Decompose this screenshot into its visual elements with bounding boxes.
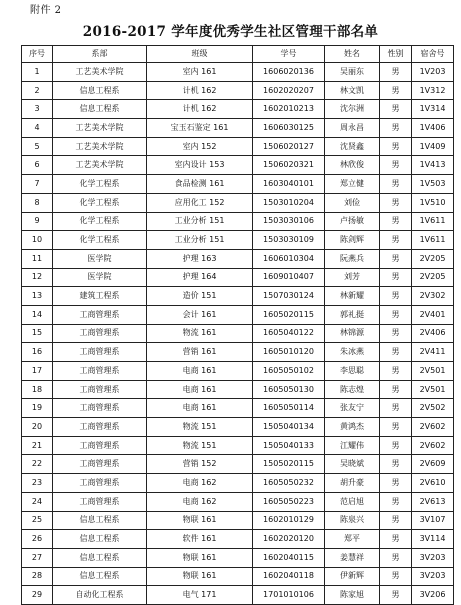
header-dorm: 宿舍号 bbox=[412, 46, 454, 63]
cell-gender: 男 bbox=[380, 380, 412, 399]
cell-index: 23 bbox=[22, 474, 53, 493]
cell-department: 工艺美术学院 bbox=[53, 119, 147, 138]
table-row bbox=[22, 63, 454, 82]
cell-dorm: 2V302 bbox=[412, 287, 454, 306]
cell-student-id: 1505040133 bbox=[253, 436, 325, 455]
cell-dorm: 2V401 bbox=[412, 305, 454, 324]
cell-name: 林文凯 bbox=[325, 81, 380, 100]
cell-name: 朱冰燕 bbox=[325, 343, 380, 362]
cell-class: 电商 161 bbox=[147, 362, 253, 381]
cell-gender: 男 bbox=[380, 362, 412, 381]
table-row bbox=[22, 380, 454, 399]
cell-dorm: 2V502 bbox=[412, 399, 454, 418]
cell-index: 15 bbox=[22, 324, 53, 343]
cell-student-id: 1605050223 bbox=[253, 492, 325, 511]
cell-gender: 男 bbox=[380, 455, 412, 474]
cell-gender: 男 bbox=[380, 287, 412, 306]
cell-class: 应用化工 152 bbox=[147, 193, 253, 212]
document-title: 2016-2017 学年度优秀学生社区管理干部名单 bbox=[82, 24, 379, 40]
cell-dorm: 3V107 bbox=[412, 511, 454, 530]
cell-department: 工商管理系 bbox=[53, 380, 147, 399]
cell-student-id: 1602020207 bbox=[253, 81, 325, 100]
cell-dorm: 1V611 bbox=[412, 212, 454, 231]
cell-dorm: 1V503 bbox=[412, 175, 454, 194]
cell-gender: 男 bbox=[380, 63, 412, 82]
cell-student-id: 1503030106 bbox=[253, 212, 325, 231]
cell-index: 4 bbox=[22, 119, 53, 138]
cell-student-id: 1605040122 bbox=[253, 324, 325, 343]
table-row bbox=[22, 567, 454, 586]
header-department: 系部 bbox=[53, 46, 147, 63]
table-row bbox=[22, 193, 454, 212]
cell-student-id: 1605020115 bbox=[253, 305, 325, 324]
cell-department: 工艺美术学院 bbox=[53, 156, 147, 175]
cell-gender: 男 bbox=[380, 193, 412, 212]
cell-student-id: 1503010204 bbox=[253, 193, 325, 212]
cell-dorm: 1V409 bbox=[412, 137, 454, 156]
cell-department: 工商管理系 bbox=[53, 305, 147, 324]
table-row bbox=[22, 137, 454, 156]
cell-name: 陈泉兴 bbox=[325, 511, 380, 530]
table-row bbox=[22, 492, 454, 511]
cell-class: 物联 161 bbox=[147, 511, 253, 530]
cell-index: 20 bbox=[22, 418, 53, 437]
cell-dorm: 1V413 bbox=[412, 156, 454, 175]
cell-class: 电商 162 bbox=[147, 474, 253, 493]
cell-name: 范启旭 bbox=[325, 492, 380, 511]
cell-student-id: 1505020115 bbox=[253, 455, 325, 474]
cell-class: 会计 161 bbox=[147, 305, 253, 324]
cell-index: 9 bbox=[22, 212, 53, 231]
cell-department: 信息工程系 bbox=[53, 100, 147, 119]
cell-index: 28 bbox=[22, 567, 53, 586]
cell-student-id: 1506020127 bbox=[253, 137, 325, 156]
cell-student-id: 1606010304 bbox=[253, 249, 325, 268]
cell-student-id: 1606020136 bbox=[253, 63, 325, 82]
cell-class: 物流 161 bbox=[147, 324, 253, 343]
cell-class: 护理 163 bbox=[147, 249, 253, 268]
cell-class: 造价 151 bbox=[147, 287, 253, 306]
cell-gender: 男 bbox=[380, 268, 412, 287]
table-row bbox=[22, 305, 454, 324]
cell-name: 郑立健 bbox=[325, 175, 380, 194]
cell-index: 13 bbox=[22, 287, 53, 306]
table-header-row bbox=[22, 46, 454, 63]
cell-class: 计机 162 bbox=[147, 81, 253, 100]
cell-student-id: 1505040134 bbox=[253, 418, 325, 437]
cell-class: 电气 171 bbox=[147, 586, 253, 605]
cell-department: 信息工程系 bbox=[53, 530, 147, 549]
cell-gender: 男 bbox=[380, 81, 412, 100]
table-row bbox=[22, 324, 454, 343]
cell-class: 营销 152 bbox=[147, 455, 253, 474]
cell-student-id: 1605010120 bbox=[253, 343, 325, 362]
cell-index: 10 bbox=[22, 231, 53, 250]
cell-name: 郭礼挺 bbox=[325, 305, 380, 324]
cell-department: 工商管理系 bbox=[53, 436, 147, 455]
cell-dorm: 3V114 bbox=[412, 530, 454, 549]
cell-index: 25 bbox=[22, 511, 53, 530]
cell-class: 护理 164 bbox=[147, 268, 253, 287]
cell-department: 建筑工程系 bbox=[53, 287, 147, 306]
cell-class: 宝玉石鉴定 161 bbox=[147, 119, 253, 138]
cell-class: 食品检测 161 bbox=[147, 175, 253, 194]
cell-name: 陈志煌 bbox=[325, 380, 380, 399]
cell-name: 阮燕兵 bbox=[325, 249, 380, 268]
table-row bbox=[22, 175, 454, 194]
cell-class: 电商 162 bbox=[147, 492, 253, 511]
cell-student-id: 1602040118 bbox=[253, 567, 325, 586]
cell-department: 医学院 bbox=[53, 249, 147, 268]
cell-index: 7 bbox=[22, 175, 53, 194]
cell-index: 2 bbox=[22, 81, 53, 100]
cell-student-id: 1609010407 bbox=[253, 268, 325, 287]
cell-department: 工艺美术学院 bbox=[53, 63, 147, 82]
cell-index: 16 bbox=[22, 343, 53, 362]
table-row bbox=[22, 100, 454, 119]
cell-name: 黄鸿杰 bbox=[325, 418, 380, 437]
cell-department: 化学工程系 bbox=[53, 193, 147, 212]
cell-student-id: 1605050232 bbox=[253, 474, 325, 493]
cell-department: 工商管理系 bbox=[53, 418, 147, 437]
cell-name: 林欣俊 bbox=[325, 156, 380, 175]
cell-student-id: 1602040115 bbox=[253, 548, 325, 567]
cell-dorm: 1V314 bbox=[412, 100, 454, 119]
cell-dorm: 2V501 bbox=[412, 380, 454, 399]
table-row bbox=[22, 418, 454, 437]
table-row bbox=[22, 548, 454, 567]
cell-department: 工艺美术学院 bbox=[53, 137, 147, 156]
cell-name: 周永昌 bbox=[325, 119, 380, 138]
cell-department: 工商管理系 bbox=[53, 324, 147, 343]
cell-department: 化学工程系 bbox=[53, 212, 147, 231]
cell-name: 吴晓斌 bbox=[325, 455, 380, 474]
cell-student-id: 1605050102 bbox=[253, 362, 325, 381]
cell-index: 17 bbox=[22, 362, 53, 381]
cell-class: 物联 161 bbox=[147, 548, 253, 567]
cell-index: 29 bbox=[22, 586, 53, 605]
roster-table bbox=[21, 45, 454, 605]
table-row bbox=[22, 362, 454, 381]
cell-department: 工商管理系 bbox=[53, 399, 147, 418]
cell-index: 19 bbox=[22, 399, 53, 418]
cell-dorm: 3V203 bbox=[412, 567, 454, 586]
cell-name: 李思聪 bbox=[325, 362, 380, 381]
cell-dorm: 1V203 bbox=[412, 63, 454, 82]
cell-class: 软件 161 bbox=[147, 530, 253, 549]
cell-index: 8 bbox=[22, 193, 53, 212]
cell-name: 林锦源 bbox=[325, 324, 380, 343]
cell-student-id: 1507030124 bbox=[253, 287, 325, 306]
cell-dorm: 3V203 bbox=[412, 548, 454, 567]
cell-index: 14 bbox=[22, 305, 53, 324]
table-row bbox=[22, 156, 454, 175]
cell-gender: 男 bbox=[380, 418, 412, 437]
cell-dorm: 2V610 bbox=[412, 474, 454, 493]
cell-dorm: 2V613 bbox=[412, 492, 454, 511]
cell-gender: 男 bbox=[380, 548, 412, 567]
cell-index: 1 bbox=[22, 63, 53, 82]
cell-name: 张友宁 bbox=[325, 399, 380, 418]
cell-gender: 男 bbox=[380, 231, 412, 250]
cell-dorm: 2V205 bbox=[412, 249, 454, 268]
cell-student-id: 1603040101 bbox=[253, 175, 325, 194]
cell-department: 工商管理系 bbox=[53, 362, 147, 381]
table-row bbox=[22, 268, 454, 287]
cell-class: 电商 161 bbox=[147, 399, 253, 418]
cell-dorm: 1V510 bbox=[412, 193, 454, 212]
cell-index: 26 bbox=[22, 530, 53, 549]
table-row bbox=[22, 231, 454, 250]
cell-student-id: 1701010106 bbox=[253, 586, 325, 605]
cell-gender: 男 bbox=[380, 156, 412, 175]
header-class: 班级 bbox=[147, 46, 253, 63]
cell-gender: 男 bbox=[380, 249, 412, 268]
cell-department: 信息工程系 bbox=[53, 548, 147, 567]
table-row bbox=[22, 530, 454, 549]
cell-dorm: 3V206 bbox=[412, 586, 454, 605]
cell-student-id: 1605050114 bbox=[253, 399, 325, 418]
cell-class: 电商 161 bbox=[147, 380, 253, 399]
cell-student-id: 1602010129 bbox=[253, 511, 325, 530]
cell-class: 物流 151 bbox=[147, 418, 253, 437]
cell-gender: 男 bbox=[380, 212, 412, 231]
cell-name: 郑平 bbox=[325, 530, 380, 549]
cell-gender: 男 bbox=[380, 586, 412, 605]
cell-gender: 男 bbox=[380, 343, 412, 362]
cell-class: 工业分析 151 bbox=[147, 231, 253, 250]
cell-class: 工业分析 151 bbox=[147, 212, 253, 231]
cell-index: 12 bbox=[22, 268, 53, 287]
header-name: 姓名 bbox=[325, 46, 380, 63]
cell-student-id: 1503030109 bbox=[253, 231, 325, 250]
cell-gender: 男 bbox=[380, 100, 412, 119]
cell-department: 化学工程系 bbox=[53, 231, 147, 250]
cell-department: 信息工程系 bbox=[53, 81, 147, 100]
table-row bbox=[22, 287, 454, 306]
cell-gender: 男 bbox=[380, 119, 412, 138]
cell-dorm: 1V312 bbox=[412, 81, 454, 100]
cell-department: 信息工程系 bbox=[53, 511, 147, 530]
cell-class: 室内 161 bbox=[147, 63, 253, 82]
table-row bbox=[22, 511, 454, 530]
table-row bbox=[22, 212, 454, 231]
table-row bbox=[22, 474, 454, 493]
table-row bbox=[22, 119, 454, 138]
cell-student-id: 1602020120 bbox=[253, 530, 325, 549]
cell-department: 工商管理系 bbox=[53, 474, 147, 493]
cell-department: 工商管理系 bbox=[53, 343, 147, 362]
cell-dorm: 2V205 bbox=[412, 268, 454, 287]
cell-index: 5 bbox=[22, 137, 53, 156]
cell-class: 室内 152 bbox=[147, 137, 253, 156]
cell-student-id: 1506020321 bbox=[253, 156, 325, 175]
cell-department: 医学院 bbox=[53, 268, 147, 287]
cell-dorm: 2V609 bbox=[412, 455, 454, 474]
cell-dorm: 1V611 bbox=[412, 231, 454, 250]
cell-gender: 男 bbox=[380, 399, 412, 418]
table-row bbox=[22, 436, 454, 455]
table-row bbox=[22, 399, 454, 418]
header-student-id: 学号 bbox=[253, 46, 325, 63]
cell-class: 营销 161 bbox=[147, 343, 253, 362]
cell-name: 卢扬敏 bbox=[325, 212, 380, 231]
cell-index: 18 bbox=[22, 380, 53, 399]
cell-student-id: 1605050130 bbox=[253, 380, 325, 399]
attachment-label: 附件 2 bbox=[30, 5, 62, 16]
cell-index: 22 bbox=[22, 455, 53, 474]
cell-name: 沈尔洲 bbox=[325, 100, 380, 119]
cell-name: 林新耀 bbox=[325, 287, 380, 306]
cell-name: 伊新辉 bbox=[325, 567, 380, 586]
cell-index: 27 bbox=[22, 548, 53, 567]
cell-name: 江耀伟 bbox=[325, 436, 380, 455]
cell-dorm: 2V411 bbox=[412, 343, 454, 362]
cell-dorm: 1V406 bbox=[412, 119, 454, 138]
table-row bbox=[22, 249, 454, 268]
cell-gender: 男 bbox=[380, 492, 412, 511]
cell-index: 21 bbox=[22, 436, 53, 455]
cell-student-id: 1602010213 bbox=[253, 100, 325, 119]
cell-gender: 男 bbox=[380, 436, 412, 455]
table-row bbox=[22, 455, 454, 474]
cell-department: 信息工程系 bbox=[53, 567, 147, 586]
cell-index: 3 bbox=[22, 100, 53, 119]
cell-index: 24 bbox=[22, 492, 53, 511]
cell-gender: 男 bbox=[380, 175, 412, 194]
header-index: 序号 bbox=[22, 46, 53, 63]
cell-department: 工商管理系 bbox=[53, 492, 147, 511]
cell-gender: 男 bbox=[380, 474, 412, 493]
table-row bbox=[22, 81, 454, 100]
cell-gender: 男 bbox=[380, 137, 412, 156]
cell-dorm: 2V602 bbox=[412, 436, 454, 455]
cell-department: 化学工程系 bbox=[53, 175, 147, 194]
cell-gender: 男 bbox=[380, 511, 412, 530]
cell-dorm: 2V406 bbox=[412, 324, 454, 343]
cell-name: 陈剑辉 bbox=[325, 231, 380, 250]
cell-name: 刘俭 bbox=[325, 193, 380, 212]
cell-index: 6 bbox=[22, 156, 53, 175]
cell-name: 陈家旭 bbox=[325, 586, 380, 605]
cell-index: 11 bbox=[22, 249, 53, 268]
cell-class: 物流 151 bbox=[147, 436, 253, 455]
table-body bbox=[22, 63, 454, 605]
cell-name: 吴丽东 bbox=[325, 63, 380, 82]
cell-gender: 男 bbox=[380, 305, 412, 324]
cell-gender: 男 bbox=[380, 530, 412, 549]
cell-class: 室内设计 153 bbox=[147, 156, 253, 175]
cell-class: 物联 161 bbox=[147, 567, 253, 586]
table-row bbox=[22, 586, 454, 605]
cell-name: 胡升豪 bbox=[325, 474, 380, 493]
cell-gender: 男 bbox=[380, 324, 412, 343]
cell-name: 姜慧祥 bbox=[325, 548, 380, 567]
header-gender: 性别 bbox=[380, 46, 412, 63]
cell-gender: 男 bbox=[380, 567, 412, 586]
cell-student-id: 1606030125 bbox=[253, 119, 325, 138]
cell-department: 工商管理系 bbox=[53, 455, 147, 474]
cell-dorm: 2V602 bbox=[412, 418, 454, 437]
cell-name: 刘芳 bbox=[325, 268, 380, 287]
table-row bbox=[22, 343, 454, 362]
cell-class: 计机 162 bbox=[147, 100, 253, 119]
cell-dorm: 2V501 bbox=[412, 362, 454, 381]
cell-name: 沈贤鑫 bbox=[325, 137, 380, 156]
cell-department: 自动化工程系 bbox=[53, 586, 147, 605]
